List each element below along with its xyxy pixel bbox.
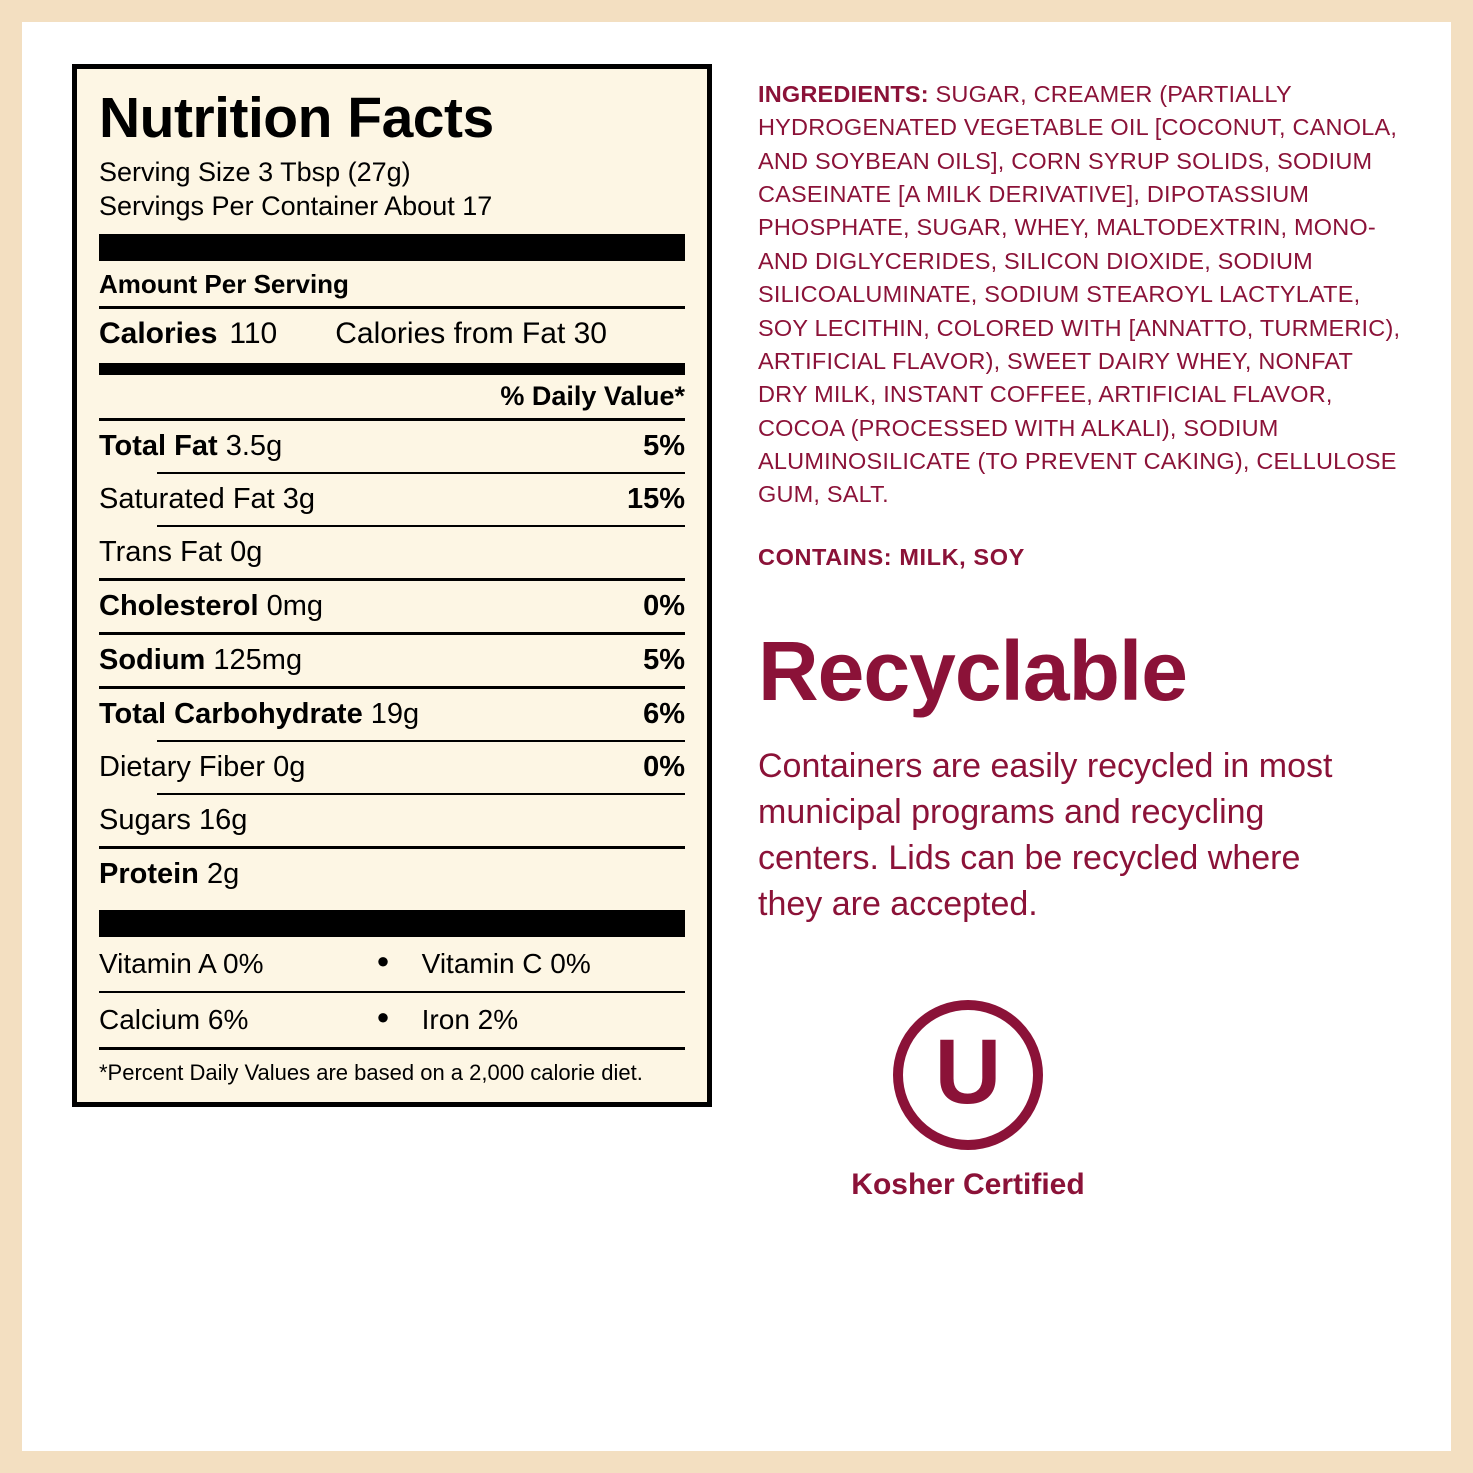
calories-row [99, 309, 685, 359]
divider-medium [99, 363, 685, 375]
calories-label: Calories [99, 316, 218, 350]
nutrient-pct-total-fat: 5% [643, 429, 685, 462]
calories-value: 110 [229, 316, 278, 350]
nutrition-facts-title: Nutrition Facts [99, 86, 494, 150]
nutrient-value-total-carbohydrate: 19g [370, 697, 420, 730]
label-page [22, 22, 1451, 1451]
vitamin-row-1 [99, 937, 685, 991]
nutrient-value-total-fat: 3.5g [225, 429, 283, 462]
ingredients-text: SUGAR, CREAMER (PARTIALLY HYDROGENATED VEGETABLE OIL [COCONUT, CANOLA, AND SOYBEAN OILS], CORN SYRUP SOLIDS, SODIUM CASEINATE [A MILK DERIVATIVE], DIPOTASSIUM PHOSPHATE, SUGAR, WHEY, MALTODEXTRIN, MONO- AND DIGLYCERIDES, SILICON DIOXIDE, SODIUM SILICOALUMINATE, SODIUM STEAROYL LACTYLATE, SOY LECITHIN, COLORED WITH [ANNATTO, TURMERIC), ARTIFICIAL FLAVOR), SWEET DAIRY WHEY, NONFAT DRY MILK, INSTANT COFFEE, ARTIFICIAL FLAVOR, COCOA (PROCESSED WITH ALKALI), SODIUM ALUMINOSILICATE (TO PREVENT CAKING), CELLULOSE GUM, SALT. [758, 81, 1401, 508]
kosher-symbol-letter: U [934, 1020, 1002, 1123]
nutrient-row-trans-fat [99, 527, 685, 578]
nutrient-name-cholesterol: Cholesterol [99, 589, 259, 622]
nutrient-value-protein: 2g [206, 857, 240, 890]
kosher-certification [758, 1000, 1178, 1202]
nutrient-name-trans-fat: Trans Fat [99, 535, 223, 568]
nutrient-value-cholesterol: 0mg [266, 589, 324, 622]
nutrient-name-protein: Protein [99, 857, 199, 890]
nutrient-row-saturated-fat [99, 474, 685, 525]
nutrient-pct-sodium: 5% [643, 643, 685, 676]
vitamin-a-value: Vitamin A 0% [99, 947, 264, 979]
iron-value: Iron 2% [421, 1003, 519, 1035]
info-column [722, 22, 1451, 1451]
nutrient-pct-saturated-fat: 15% [626, 482, 685, 515]
nutrition-facts-column [22, 22, 722, 1451]
nutrient-pct-cholesterol: 0% [643, 589, 685, 622]
nutrient-name-saturated-fat: Saturated Fat [99, 482, 275, 515]
servings-per-container: Servings Per Container About 17 [99, 191, 493, 222]
nutrient-pct-total-carbohydrate: 6% [643, 697, 685, 730]
recyclable-body-text: Containers are easily recycled in most municipal programs and recycling centers. Lids can be recycled where they are accepted. [758, 746, 1333, 924]
nutrient-row-sodium [99, 635, 685, 686]
vitamin-c-value: Vitamin C 0% [421, 947, 591, 979]
ingredients-header: INGREDIENTS: [758, 81, 929, 107]
ingredients-block [758, 78, 1403, 512]
divider-thick [99, 234, 685, 261]
contains-allergens: CONTAINS: MILK, SOY [758, 543, 1025, 570]
nutrient-pct-dietary-fiber: 0% [643, 750, 685, 783]
bullet-dot-icon: ● [376, 947, 390, 973]
nutrition-facts-panel [72, 64, 712, 1107]
bullet-dot-icon-2: ● [376, 1003, 390, 1029]
kosher-certified-label: Kosher Certified [851, 1167, 1085, 1201]
calories-from-fat: Calories from Fat 30 [335, 316, 607, 350]
nutrient-name-sodium: Sodium [99, 643, 206, 676]
nutrient-row-dietary-fiber [99, 742, 685, 793]
nutrient-row-total-carbohydrate [99, 689, 685, 740]
nutrient-value-sugars: 16g [198, 803, 248, 836]
daily-value-footnote: *Percent Daily Values are based on a 2,000 calorie diet. [99, 1059, 643, 1085]
recyclable-heading: Recyclable [758, 623, 1187, 718]
nutrient-name-total-fat: Total Fat [99, 429, 218, 462]
amount-per-serving-label: Amount Per Serving [99, 268, 349, 299]
nutrient-value-saturated-fat: 3g [282, 482, 316, 515]
nutrient-row-cholesterol [99, 581, 685, 632]
nutrient-value-sodium: 125mg [213, 643, 303, 676]
divider-thick-2 [99, 910, 685, 937]
nutrient-name-total-carbohydrate: Total Carbohydrate [99, 697, 363, 730]
nutrient-name-dietary-fiber: Dietary Fiber [99, 750, 265, 783]
nutrient-row-total-fat [99, 421, 685, 472]
daily-value-header: % Daily Value* [500, 380, 685, 411]
nutrient-name-sugars: Sugars [99, 803, 191, 836]
serving-size: Serving Size 3 Tbsp (27g) [99, 156, 411, 187]
vitamin-row-2 [99, 993, 685, 1047]
nutrient-row-sugars [99, 795, 685, 846]
kosher-union-icon [893, 1000, 1043, 1150]
nutrient-value-trans-fat: 0g [230, 535, 263, 568]
calcium-value: Calcium 6% [99, 1003, 249, 1035]
nutrient-value-dietary-fiber: 0g [273, 750, 306, 783]
nutrient-row-protein [99, 849, 685, 900]
